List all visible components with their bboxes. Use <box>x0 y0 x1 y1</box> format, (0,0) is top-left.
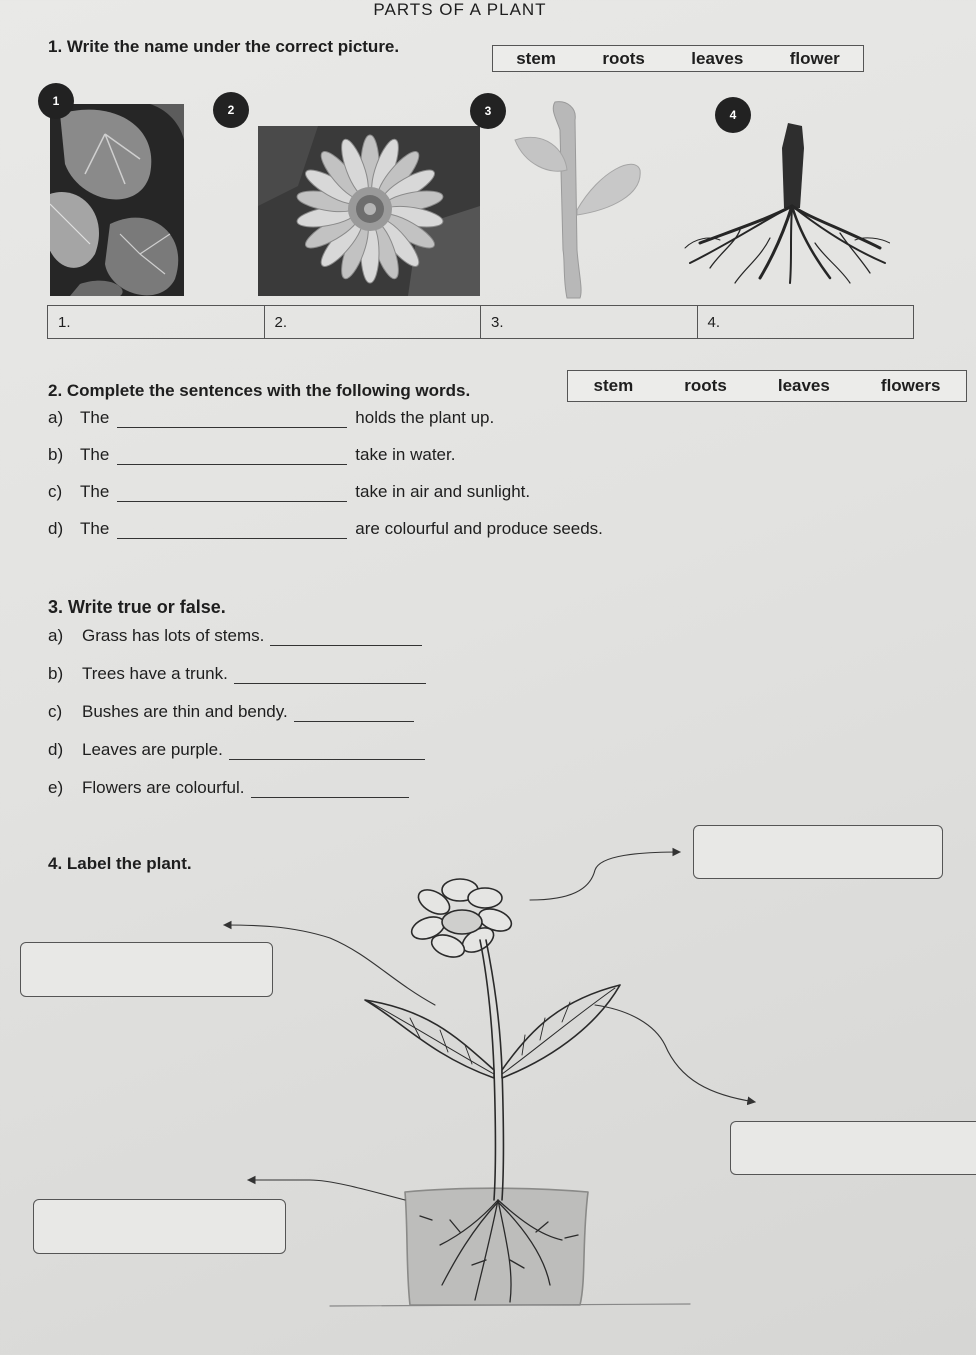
q2-blank-c[interactable] <box>117 483 347 502</box>
q2-blank-b[interactable] <box>117 446 347 465</box>
q2-start: The <box>80 408 110 427</box>
q3-letter: c) <box>48 702 63 721</box>
q3-blank-a[interactable] <box>270 627 422 646</box>
q2-blank-a[interactable] <box>117 409 347 428</box>
q2-start: The <box>80 482 110 501</box>
q2-title: 2. Complete the sentences with the following words. <box>48 381 471 400</box>
q1-answer-row <box>47 305 914 339</box>
q2-end: holds the plant up. <box>355 408 495 427</box>
q3-letter: e) <box>48 778 64 797</box>
q2-end: are colourful and produce seeds. <box>355 519 603 538</box>
roots-picture <box>680 118 890 288</box>
q1-word-leaves: leaves <box>691 48 744 68</box>
leaves-photo <box>50 104 184 296</box>
flower-head-drawing <box>409 879 515 961</box>
q1-answer-number-2: 2. <box>274 314 288 331</box>
q2-word-roots: roots <box>684 376 727 395</box>
badge-3: 3 <box>470 93 506 129</box>
q3-letter: a) <box>48 626 64 645</box>
q3-blank-e[interactable] <box>251 779 409 798</box>
q2-letter: d) <box>48 519 64 538</box>
q3-blank-c[interactable] <box>294 703 414 722</box>
q3-text: Leaves are purple. <box>82 740 223 759</box>
q3-text: Grass has lots of stems. <box>82 626 265 645</box>
q1-title: 1. Write the name under the correct picture. <box>48 37 400 56</box>
q1-word-bank <box>492 45 864 72</box>
q3-letter: d) <box>48 740 64 759</box>
flower-photo <box>258 126 480 296</box>
q2-sentence-d <box>48 519 603 539</box>
q1-answer-cell-1[interactable] <box>48 306 265 338</box>
q3-text: Trees have a trunk. <box>82 664 228 683</box>
q2-word-stem: stem <box>593 376 634 395</box>
q1-word-flower: flower <box>789 48 840 68</box>
q1-answer-cell-2[interactable] <box>265 306 482 338</box>
q2-sentence-c <box>48 482 530 502</box>
badge-1: 1 <box>38 83 74 119</box>
q2-word-bank <box>567 370 967 402</box>
q2-end: take in air and sunlight. <box>355 482 531 501</box>
q2-letter: b) <box>48 445 64 464</box>
q2-blank-d[interactable] <box>117 520 347 539</box>
q1-answer-cell-4[interactable] <box>698 306 914 338</box>
q2-sentence-a <box>48 408 494 428</box>
q2-letter: c) <box>48 482 63 501</box>
q1-answer-number-1: 1. <box>58 314 71 331</box>
q2-word-flowers: flowers <box>880 376 941 395</box>
q3-item-e <box>48 778 409 798</box>
q1-word-roots: roots <box>602 48 645 68</box>
q2-start: The <box>80 445 110 464</box>
badge-4: 4 <box>715 97 751 133</box>
q2-letter: a) <box>48 408 64 427</box>
q2-sentence-b <box>48 445 455 465</box>
badge-2: 2 <box>213 92 249 128</box>
q1-word-stem: stem <box>516 48 556 68</box>
q3-text: Bushes are thin and bendy. <box>82 702 288 721</box>
q3-item-a <box>48 626 422 646</box>
q3-text: Flowers are colourful. <box>82 778 245 797</box>
q1-answer-number-3: 3. <box>491 314 504 331</box>
page-title: PARTS OF A PLANT <box>373 0 547 19</box>
q3-item-b <box>48 664 426 684</box>
q3-item-d <box>48 740 425 760</box>
q3-title: 3. Write true or false. <box>48 597 226 617</box>
q2-start: The <box>80 519 110 538</box>
q3-item-c <box>48 702 414 722</box>
q2-end: take in water. <box>355 445 456 464</box>
q1-answer-number-4: 4. <box>707 314 721 331</box>
plant-diagram <box>210 840 770 1320</box>
stem-picture <box>505 100 655 300</box>
q4-title: 4. Label the plant. <box>48 854 192 873</box>
q1-answer-cell-3[interactable] <box>481 306 698 338</box>
q3-blank-b[interactable] <box>234 665 426 684</box>
q3-letter: b) <box>48 664 64 683</box>
q2-word-leaves: leaves <box>777 376 830 395</box>
q3-blank-d[interactable] <box>229 741 425 760</box>
